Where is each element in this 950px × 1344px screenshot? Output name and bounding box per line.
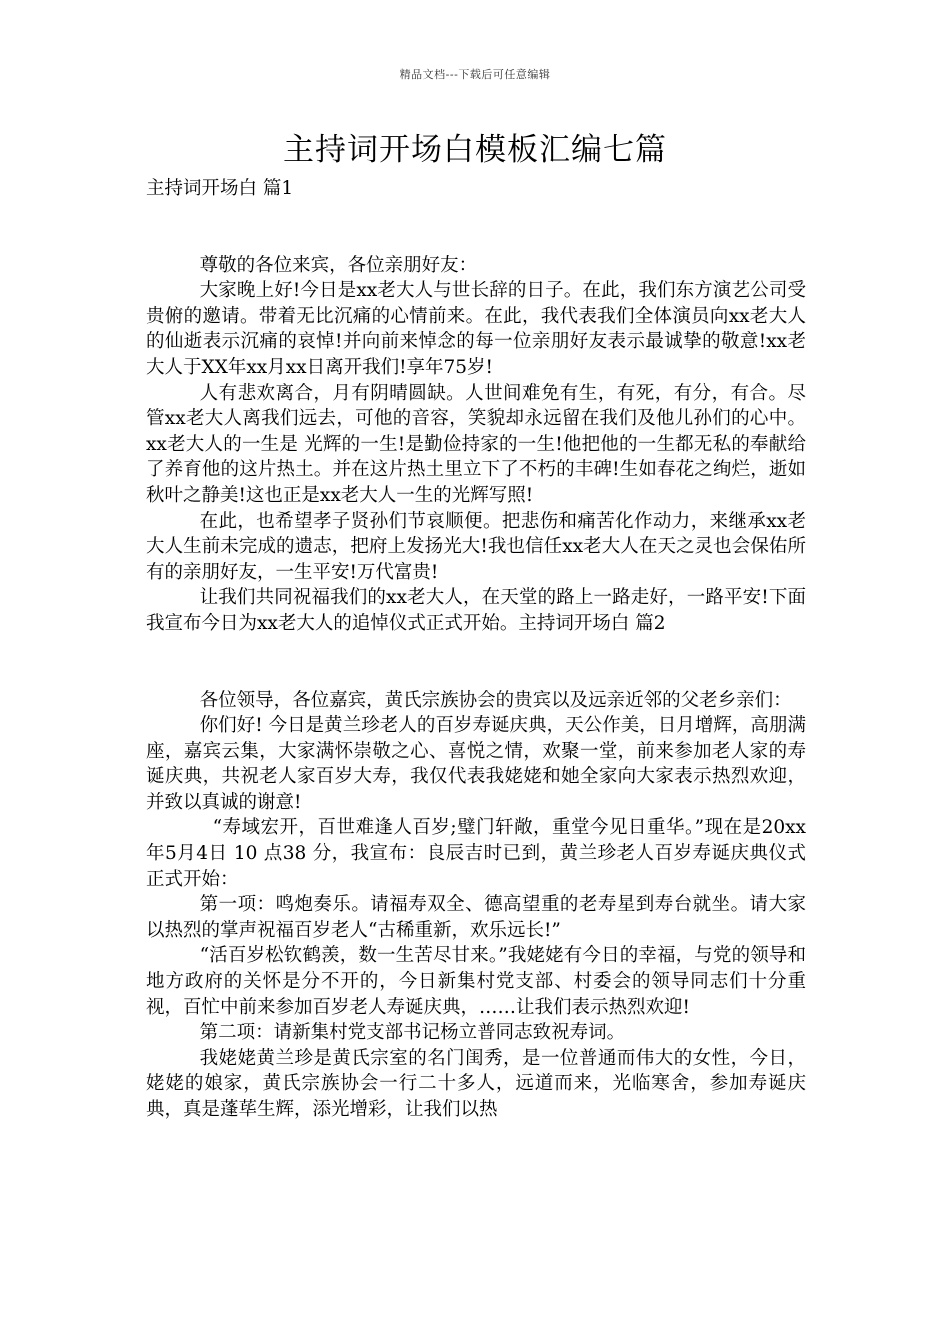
paragraph: 人有悲欢离合，月有阴晴圆缺。人世间难免有生，有死，有分，有合。尽管xx老大人离我们远去，可他的音容，笑貌却永远留在我们及他儿孙们的心中。xx老大人的一生是 光辉的一生!是勤俭持家的一生!他把他的一生都无私的奉献给了养育他的这片热土。并在这片热土里立下了不朽的丰碑!生如春花之绚烂，逝如秋叶之静美!这也正是xx老大人一生的光辉写照! bbox=[146, 382, 806, 506]
paragraph: 各位领导，各位嘉宾，黄氏宗族协会的贵宾以及远亲近邻的父老乡亲们： bbox=[199, 689, 792, 711]
document-title: 主持词开场白模板汇编七篇 bbox=[283, 132, 667, 168]
blank-space bbox=[146, 637, 806, 688]
blank-space bbox=[146, 202, 806, 253]
page-header-note: 精品文档---下载后可任意编辑 bbox=[399, 68, 551, 81]
paragraph: 第一项：鸣炮奏乐。请福寿双全、德高望重的老寿星到寿台就坐。请大家以热烈的掌声祝福百岁老人“古稀重新，欢乐远长!” bbox=[146, 894, 806, 941]
paragraph: 我姥姥黄兰珍是黄氏宗室的名门闺秀，是一位普通而伟大的女性，今日，姥姥的娘家，黄氏宗族协会一行二十多人，远道而来，光临寒舍，参加寿诞庆典，真是蓬荜生辉，添光增彩，让我们以热 bbox=[146, 1047, 806, 1120]
paragraph: 第二项：请新集村党支部书记杨立普同志致祝寿词。 bbox=[199, 1022, 626, 1044]
paragraph: “活百岁松钦鹤羡，数一生苦尽甘来。”我姥姥有今日的幸福，与党的领导和地方政府的关怀是分不开的，今日新集村党支部、村委会的领导同志们十分重视，百忙中前来参加百岁老人寿诞庆典，……让我们表示热烈欢迎! bbox=[146, 945, 806, 1018]
paragraph: 大家晚上好!今日是xx老大人与世长辞的日子。在此，我们东方演艺公司受贵俯的邀请。带着无比沉痛的心情前来。在此，我代表我们全体演员向xx老大人的仙逝表示沉痛的哀悼!并向前来悼念的每一位亲朋好友表示最诚挚的敬意!xx老大人于XX年xx月xx日离开我们!享年75岁! bbox=[146, 280, 806, 378]
paragraph: “寿域宏开，百世难逢人百岁;璧门轩敞，重堂今见日重华。”现在是20xx年5月4日 10 点38 分，我宣布：良辰吉时已到，黄兰珍老人百岁寿诞庆典仪式正式开始： bbox=[146, 817, 806, 890]
paragraph: 让我们共同祝福我们的xx老大人，在天堂的路上一路走好，一路平安!下面我宣布今日为xx老大人的追悼仪式正式开始。主持词开场白 篇2 bbox=[146, 587, 806, 634]
paragraph: 在此，也希望孝子贤孙们节哀顺便。把悲伤和痛苦化作动力，来继承xx老大人生前未完成的遗志，把府上发扬光大!我也信任xx老大人在天之灵也会保佑所有的亲朋好友，一生平安!万代富贵! bbox=[146, 510, 806, 583]
section-heading-1: 主持词开场白 篇1 bbox=[146, 178, 294, 199]
paragraph: 尊敬的各位来宾，各位亲朋好友： bbox=[199, 254, 478, 276]
paragraph: 你们好! 今日是黄兰珍老人的百岁寿诞庆典，天公作美，日月增辉，高朋满座，嘉宾云集，大家满怀崇敬之心、喜悦之情，欢聚一堂，前来参加老人家的寿诞庆典，共祝老人家百岁大寿，我仅代表我姥姥和她全家向大家表示热烈欢迎，并致以真诚的谢意! bbox=[146, 715, 806, 813]
document-body bbox=[146, 176, 806, 1123]
